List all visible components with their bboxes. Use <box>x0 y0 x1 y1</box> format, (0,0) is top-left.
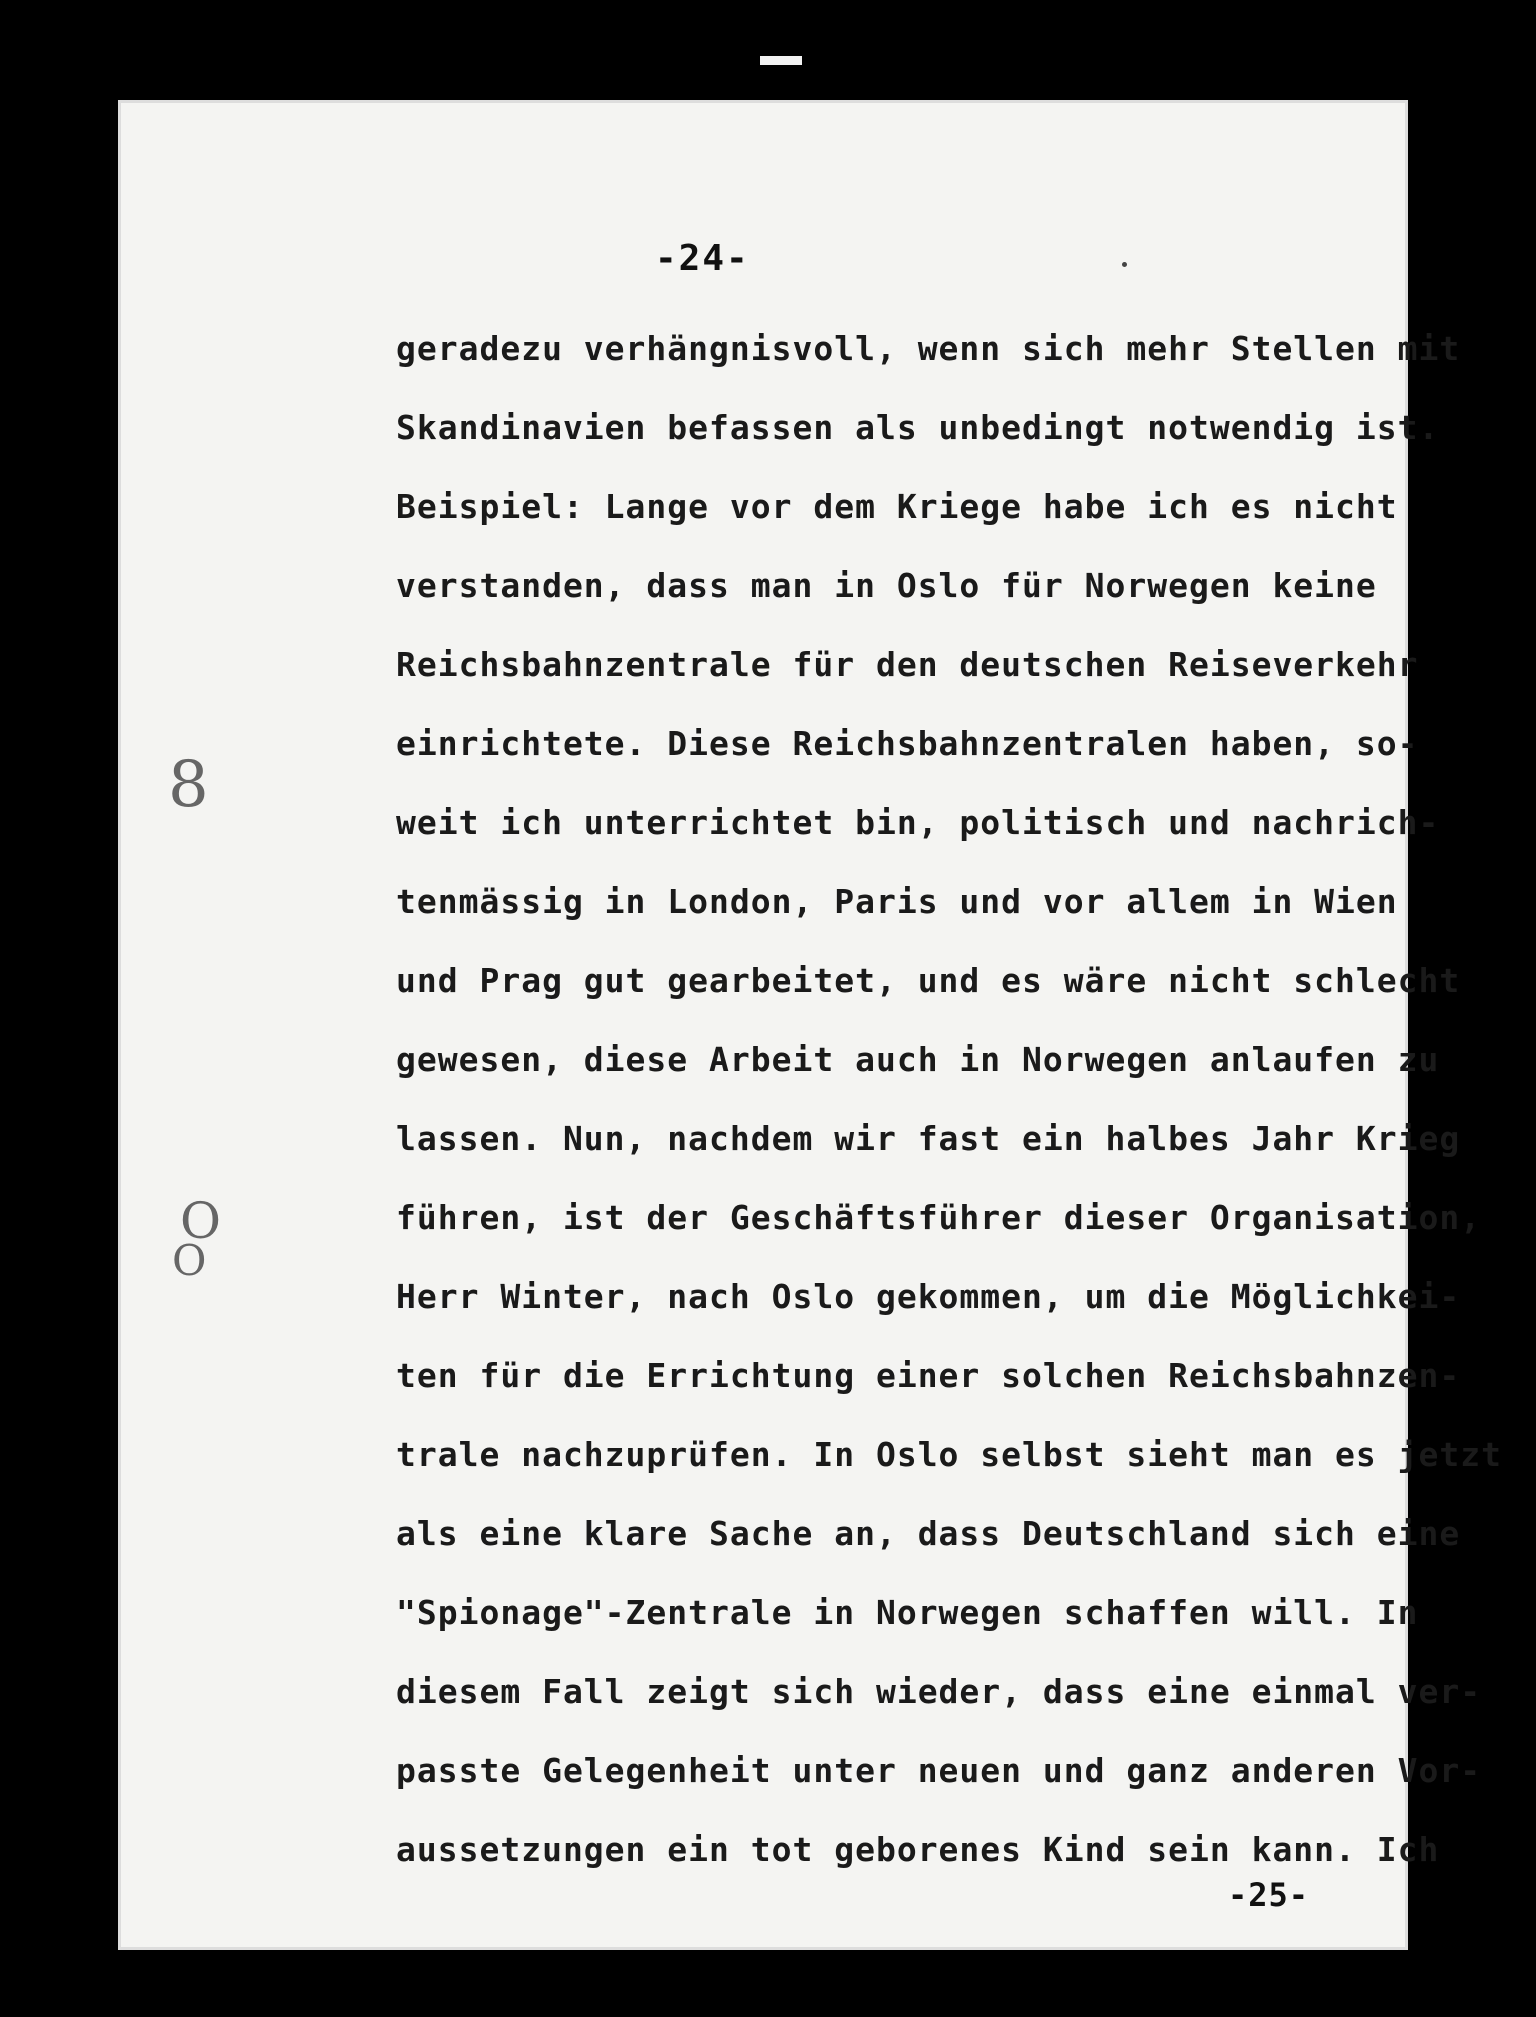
film-edge-mark <box>760 56 802 65</box>
text-line: "Spionage"-Zentrale in Norwegen schaffen will. In <box>396 1593 1419 1632</box>
text-line: Herr Winter, nach Oslo gekommen, um die Möglichkei- <box>396 1277 1461 1316</box>
text-line: ten für die Errichtung einer solchen Reichsbahnzen- <box>396 1356 1461 1395</box>
text-line: und Prag gut gearbeitet, und es wäre nicht schlecht <box>396 961 1461 1000</box>
text-line: lassen. Nun, nachdem wir fast ein halbes Jahr Krieg <box>396 1119 1461 1158</box>
page-number: -24- <box>655 238 750 279</box>
text-line: gewesen, diese Arbeit auch in Norwegen anlaufen zu <box>396 1040 1440 1079</box>
text-line: tenmässig in London, Paris und vor allem in Wien <box>396 882 1398 921</box>
text-line: als eine klare Sache an, dass Deutschland sich eine <box>396 1514 1461 1553</box>
text-line: trale nachzuprüfen. In Oslo selbst sieht man es jetzt <box>396 1435 1502 1474</box>
next-page-marker: -25- <box>1228 1876 1310 1914</box>
text-line: geradezu verhängnisvoll, wenn sich mehr Stellen mit <box>396 329 1461 368</box>
text-line: Beispiel: Lange vor dem Kriege habe ich es nicht <box>396 487 1398 526</box>
text-line: verstanden, dass man in Oslo für Norwegen keine <box>396 566 1377 605</box>
ink-speck <box>1122 262 1127 267</box>
text-line: einrichtete. Diese Reichsbahnzentralen haben, so- <box>396 724 1419 763</box>
text-line: Reichsbahnzentrale für den deutschen Reiseverkehr <box>396 645 1419 684</box>
typed-body-text <box>396 326 1502 1906</box>
text-line: führen, ist der Geschäftsführer dieser Organisation, <box>396 1198 1482 1237</box>
text-line: weit ich unterrichtet bin, politisch und nachrich- <box>396 803 1440 842</box>
text-line: aussetzungen ein tot geborenes Kind sein kann. Ich <box>396 1830 1440 1869</box>
margin-mark-circle-lower: O <box>172 1236 207 1285</box>
text-line: passte Gelegenheit unter neuen und ganz anderen Vor- <box>396 1751 1482 1790</box>
margin-mark-circle-upper: O <box>180 1192 221 1250</box>
margin-mark-eight: 8 <box>168 748 209 822</box>
text-line: diesem Fall zeigt sich wieder, dass eine einmal ver- <box>396 1672 1482 1711</box>
text-line: Skandinavien befassen als unbedingt notwendig ist. <box>396 408 1440 447</box>
